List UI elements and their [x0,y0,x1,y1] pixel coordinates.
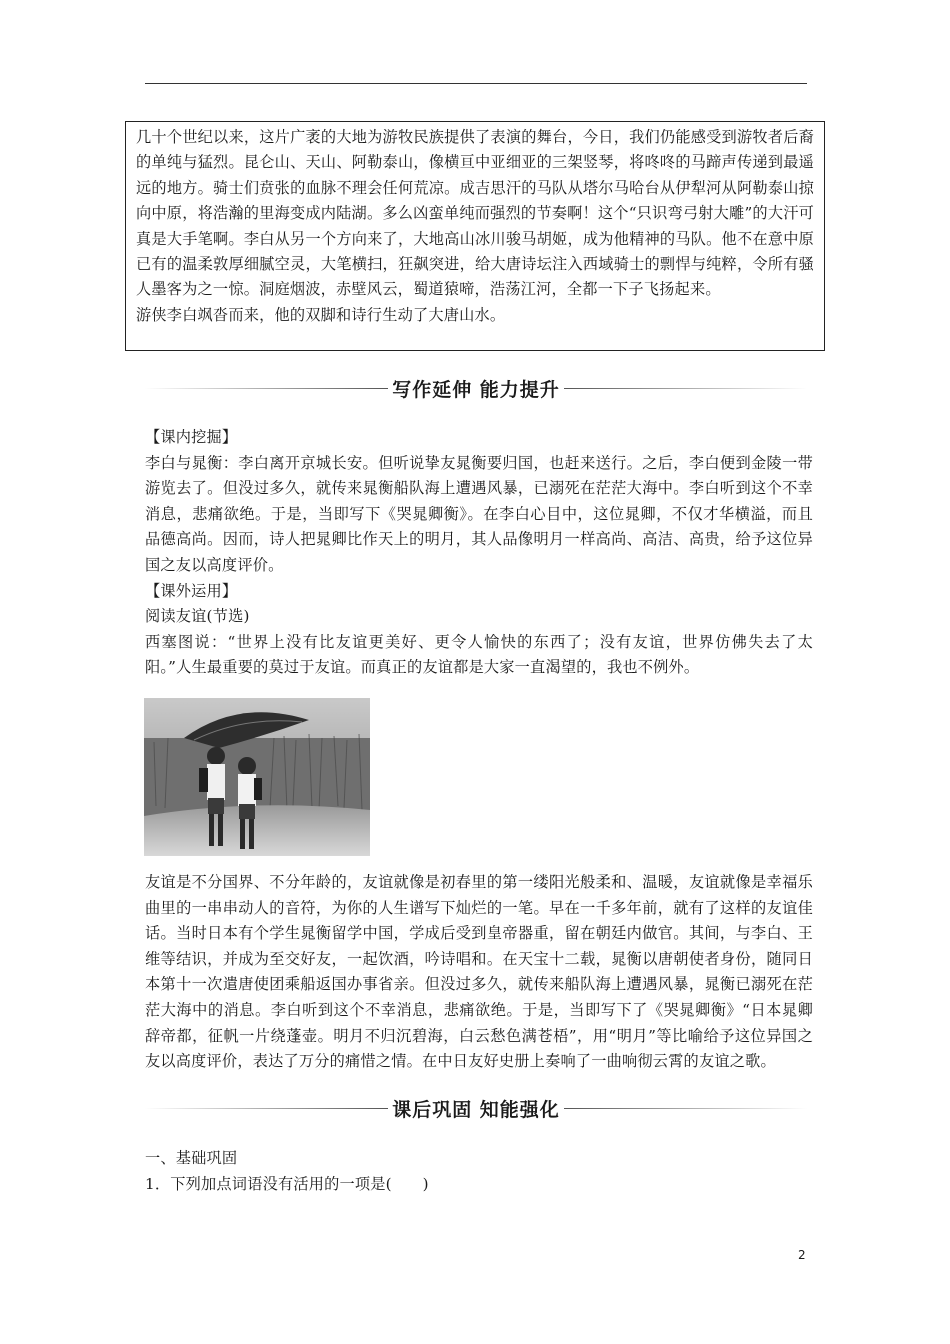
reading-title: 阅读友谊(节选) [145,607,250,626]
title-rule-right [564,388,807,389]
section-title-writing [145,373,807,403]
intro-paragraph-1: 几十个世纪以来，这片广袤的大地为游牧民族提供了表演的舞台，今日，我们仍能感受到游牧者后裔的单纯与猛烈。昆仑山、天山、阿勒泰山，像横亘中亚细亚的三架竖琴，将咚咚的马蹄声传递到最遥远的地方。骑士们贲张的血脉不理会任何荒凉。成吉思汗的马队从塔尔马哈台从伊犁河从阿勒泰山掠向中原，将浩瀚的里海变成内陆湖。多么凶蛮单纯而强烈的节奏啊！这个“只识弯弓射大雕”的大汗可真是大手笔啊。李白从另一个方向来了，大地高山冰川骏马胡姬，成为他精神的马队。他不在意中原已有的温柔敦厚细腻空灵，大笔横扫，狂飙突进，给大唐诗坛注入西域骑士的剽悍与纯粹，令所有骚人墨客为之一惊。洞庭烟波，赤壁风云，蜀道猿啼，浩荡江河，全都一下子飞扬起来。 [136,128,814,299]
children-under-leaf-photo [144,698,370,856]
section-title-review-label: 课后巩固 知能强化 [392,1098,560,1121]
intro-paragraph-2: 游侠李白飒沓而来，他的双脚和诗行生动了大唐山水。 [136,305,506,324]
question-1: 1．下列加点词语没有活用的一项是( ) [145,1174,429,1193]
part-heading: 一、基础巩固 [145,1149,238,1167]
title-rule-left [145,1108,388,1109]
title-rule-left [145,388,388,389]
writing-extension-body [145,425,813,681]
page-number: 2 [798,1248,806,1262]
header-rule [145,83,807,84]
section-title-review [145,1093,807,1123]
friendship-essay [145,870,813,1075]
intro-passage-box [125,121,825,351]
in-class-text: 李白与晁衡：李白离开京城长安。但听说挚友晁衡要归国，也赶来送行。之后，李白便到金陵一带游览去了。但没过多久，就传来晁衡船队海上遭遇风暴，已溺死在茫茫大海中。李白听到这个不幸消息，悲痛欲绝。于是，当即写下《哭晁卿衡》。在李白心目中，这位晁卿，不仅才华横溢，而且品德高尚。因而，诗人把晁卿比作天上的明月，其人品像明月一样高尚、高洁、高贵，给予这位异国之友以高度评价。 [145,453,813,574]
essay-text: 友谊是不分国界、不分年龄的，友谊就像是初春里的第一缕阳光般柔和、温暖，友谊就像是幸福乐曲里的一串串动人的音符，为你的人生谱写下灿烂的一笔。早在一千多年前，就有了这样的友谊佳话。当时日本有个学生晁衡留学中国，学成后受到皇帝器重，留在朝廷内做官。其间，与李白、王维等结识，并成为至交好友，一起饮酒，吟诗唱和。在天宝十二载，晁衡以唐朝使者身份，随同日本第十一次遣唐使团乘船返国办事省亲。但没过多久，就传来船队海上遭遇风暴，晁衡已溺死在茫茫大海中的消息。李白听到这个不幸消息，悲痛欲绝。于是，当即写下了《哭晁卿衡》“日本晁卿辞帝都，征帆一片绕蓬壶。明月不归沉碧海，白云愁色满苍梧”，用“明月”等比喻给予这位异国之友以高度评价，表达了万分的痛惜之情。在中日友好史册上奏响了一曲响彻云霄的友谊之歌。 [145,873,813,1071]
out-class-heading: 【课外运用】 [145,581,238,600]
section-title-writing-label: 写作延伸 能力提升 [392,378,560,401]
review-body [145,1146,813,1197]
photo-illustration [144,698,370,856]
title-rule-right [564,1108,807,1109]
reading-text: 西塞图说：“世界上没有比友谊更美好、更令人愉快的东西了；没有友谊，世界仿佛失去了太阳。”人生最重要的莫过于友谊。而真正的友谊都是大家一直渴望的，我也不例外。 [145,632,813,677]
in-class-heading: 【课内挖掘】 [145,428,238,446]
